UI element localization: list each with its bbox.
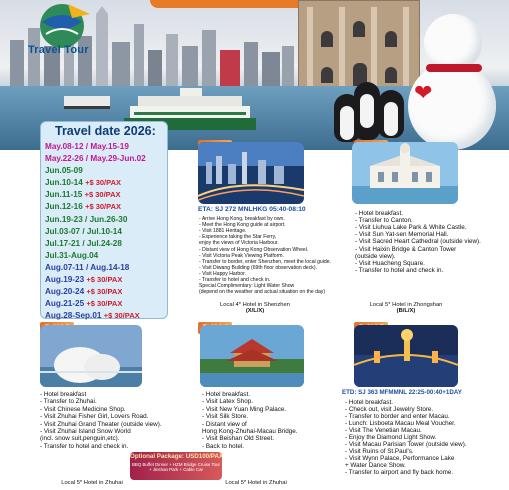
travel-date-row: [45, 262, 167, 274]
day2-itinerary-line: (outside view).: [355, 252, 396, 260]
day5-itinerary-line: - Transfer to airport and fly back home.: [345, 469, 454, 476]
snowman: [408, 62, 496, 150]
day4-itinerary-line: - Hotel breakfast.: [202, 391, 250, 398]
day2-itinerary-line: - Visit Liuhua Lake Park & White Castle.: [355, 224, 467, 232]
day1-hotel-name: Local 4* Hotel in Shenzhen: [220, 302, 290, 308]
day2-itinerary-line: - Visit Sun Yat-sen Memorial Hall.: [355, 231, 449, 239]
day3-itinerary-line: - Visit Zhuhai Island Snow World: [40, 428, 131, 435]
day4-itinerary-line: Hong Kong-Zhuhai-Macau Bridge.: [202, 428, 298, 435]
day1-flight: ETA: SJ 272 MNLHKG 05:40-08:10: [198, 206, 306, 213]
day1-hotel: [210, 302, 300, 314]
day5-itinerary-line: - Lunch: Lisboeta Macau Meal Voucher.: [345, 420, 456, 427]
day4-itinerary-line: - Visit Latex Shop.: [202, 398, 253, 406]
surcharge-label: +$ 30/PAX: [86, 287, 123, 297]
optional-package-line1: BBQ Buffet Dinner + HZM Bridge Cruise Tour: [131, 462, 221, 467]
day1-photo: [198, 142, 304, 204]
day5-itinerary-line: - Transfer to border and enter Macau.: [345, 413, 450, 420]
day4-photo: [200, 325, 304, 387]
surcharge-label: +$ 30/PAX: [85, 178, 121, 188]
optional-package-badge: [130, 452, 222, 480]
day4-itinerary-line: - Visit New Yuan Ming Palace.: [202, 405, 287, 413]
boat: [64, 96, 110, 109]
travel-date-range: May.08-12 / May.15-19: [45, 142, 129, 151]
penguin-3: [378, 90, 404, 138]
day1-itinerary-line: - Distant view of Hong Kong Observation Wheel.: [199, 246, 309, 253]
day4-itinerary-line: - Back to hotel.: [202, 442, 244, 450]
day1-itinerary-line: - Experience taking the Star Ferry,: [199, 234, 277, 241]
day1-itinerary-line: Special Complimentary: Light Water Show: [199, 283, 295, 290]
travel-date-row: [45, 214, 167, 226]
travel-date-range: Aug.20-24: [45, 287, 85, 297]
travel-date-range: Jun.12-16: [45, 202, 83, 212]
day4-itinerary-line: - Visit Silk Store.: [202, 413, 249, 421]
day1-itinerary-line: - Visit Diwang Building (69th floor observation deck).: [199, 264, 317, 271]
day3-itinerary-line: - Transfer to Zhuhai.: [40, 398, 97, 406]
day3-itinerary-line: - Visit Zhuhai Fisher Girl, Lovers Road.: [40, 413, 149, 421]
day1-itinerary-line: - Transfer to border, enter Shenzhen, meet the local guide.: [199, 258, 331, 265]
surcharge-label: +$ 30/PAX: [103, 311, 140, 321]
travel-date-range: Jul.31-Aug.04: [45, 250, 99, 260]
day1-itinerary-line: - Visit Victoria Peak Viewing Platform.: [199, 252, 284, 259]
heart-icon: ❤: [414, 80, 433, 105]
travel-date-range: Jun.10-14: [45, 178, 83, 188]
day1-meals: (X/L/X): [245, 308, 265, 314]
day5-itinerary-line: - Enjoy the Diamond Light Show.: [345, 434, 437, 441]
day3-photo: [40, 325, 142, 387]
day3-itinerary-line: (incl. snow suit,penguin,etc).: [40, 435, 120, 443]
day1-itinerary-line: enjoy the views of Victoria Harbour.: [199, 240, 279, 247]
logo-text: Travel Tour: [28, 44, 89, 56]
day1-itinerary-line: - Arrive Hong Kong, breakfast by own.: [199, 216, 285, 222]
day3-itinerary-line: - Visit Zhuhai Grand Theater (outside view).: [40, 420, 162, 428]
day1-itinerary-line: - Transfer to hotel and check in.: [199, 277, 271, 283]
travel-date-row: [45, 153, 167, 165]
travel-date-range: Aug.07-11 / Aug.14-18: [45, 262, 130, 272]
travel-date-row: [45, 298, 167, 310]
travel-date-row: [45, 250, 167, 262]
day5-itinerary-line: - Visit Wynn Palace, Performance Lake: [345, 455, 455, 462]
travel-date-range: May.22-26 / May.29-Jun.02: [45, 154, 146, 164]
travel-date-row: [45, 201, 167, 213]
day4-itinerary-line: - Visit Beishan Old Street.: [202, 435, 274, 443]
day1-itinerary-line: - Visit 1881 Heritage.: [199, 228, 247, 235]
travel-date-range: Jun.19-23 / Jun.26-30: [45, 214, 128, 224]
travel-date-range: Jun.11-15: [45, 190, 83, 200]
day1-itinerary-line: (depend on the weather and actual situation on the day): [199, 289, 326, 296]
day4-itinerary-line: - Distant view of: [202, 420, 247, 428]
surcharge-label: +$ 30/PAX: [84, 190, 121, 200]
day3-itinerary-line: - Hotel breakfast: [40, 391, 87, 398]
surcharge-label: +$ 30/PAX: [86, 275, 123, 285]
optional-package-line2: + Jinshan Park + Cable Car: [149, 467, 203, 473]
travel-date-row: [45, 165, 167, 177]
day2-itinerary-line: - Visit Haixin Bridge & Canton Tower: [355, 245, 457, 253]
travel-date-range: Aug.21-25: [45, 299, 85, 309]
penguin-2: [354, 82, 380, 140]
travel-date-row: [45, 310, 167, 322]
day4-hotel: Local 5* Hotel in Zhuhai: [225, 480, 287, 486]
day5-itinerary-line: - Hotel breakfast.: [345, 399, 393, 406]
day2-hotel: [356, 302, 456, 314]
day5-flight: ETD: SJ 363 MFMMNL 22:25-00:40+1DAY: [342, 389, 462, 396]
day2-itinerary-line: - Transfer to hotel and check in.: [355, 266, 444, 274]
optional-package-title: Optional Package: USD100/PAX: [130, 453, 224, 460]
surcharge-label: +$ 30/PAX: [85, 202, 121, 212]
day2-photo: [352, 142, 458, 204]
travel-date-row: [45, 286, 167, 298]
day5-photo: [354, 325, 458, 387]
day2-itinerary-line: - Visit Sacred Heart Cathedral (outside view).: [355, 238, 481, 246]
travel-dates-title: Travel date 2026:: [55, 124, 156, 138]
day3-itinerary-line: - Visit Chinese Medicine Shop.: [40, 405, 126, 413]
day5-itinerary-line: - Check out, visit Jewelry Store.: [345, 406, 434, 413]
travel-date-row: [45, 177, 167, 189]
day5-itinerary-line: - Visit The Venetian Macau.: [345, 427, 422, 434]
day2-itinerary-line: - Hotel breakfast.: [355, 210, 403, 217]
day2-itinerary-line: - Visit Huacheng Square.: [355, 259, 425, 267]
day1-itinerary-line: - Visit Happy Harbor.: [199, 270, 246, 277]
travel-date-row: [45, 274, 167, 286]
travel-date-row: [45, 238, 167, 250]
day3-itinerary-line: - Transfer to hotel and check in.: [40, 442, 129, 450]
travel-date-range: Jun.05-09: [45, 166, 83, 176]
travel-dates-list: [45, 141, 167, 322]
travel-date-range: Jul.03-07 / Jul.10-14: [45, 226, 122, 236]
day2-meals: (B/L/X): [396, 308, 416, 314]
travel-date-row: [45, 141, 167, 153]
travel-dates-panel: [40, 121, 168, 319]
day1-itinerary-line: - Meet the Hong Kong guide at airport.: [199, 222, 286, 229]
day5-itinerary-line: + Water Dance Show.: [345, 462, 406, 469]
day5-itinerary-line: - Visit Macau Parisian Tower (outside view).: [345, 441, 467, 448]
day2-itinerary-line: - Transfer to Canton.: [355, 217, 413, 225]
day3-hotel: Local 5* Hotel in Zhuhai: [61, 480, 123, 486]
travel-date-row: [45, 189, 167, 201]
snowman-scarf: [426, 64, 482, 72]
travel-date-range: Jul.17-21 / Jul.24-28: [45, 238, 122, 248]
optional-package-details: [130, 462, 222, 472]
day2-hotel-name: Local 5* Hotel in Zhongshan: [369, 302, 443, 308]
day5-itinerary-line: - Visit Ruins of St.Paul's.: [345, 448, 414, 455]
travel-date-range: Aug.19-23: [45, 275, 85, 285]
surcharge-label: +$ 30/PAX: [86, 299, 123, 309]
travel-date-range: Aug.28-Sep.01: [45, 311, 102, 321]
travel-date-row: [45, 226, 167, 238]
